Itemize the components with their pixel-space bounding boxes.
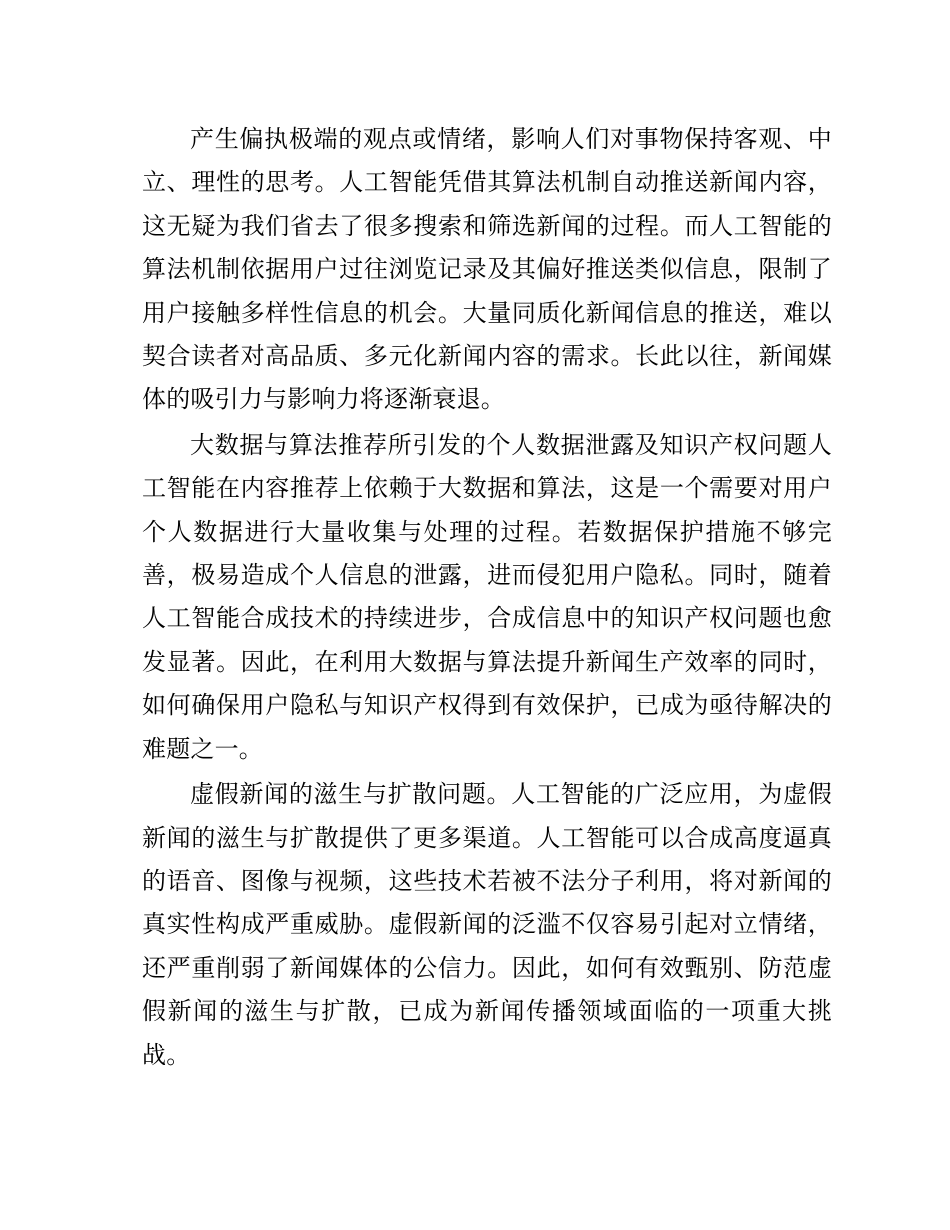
- paragraph-fake-news: 虚假新闻的滋生与扩散问题。人工智能的广泛应用，为虚假新闻的滋生与扩散提供了更多渠道。人工智能可以合成高度逼真的语音、图像与视频，这些技术若被不法分子利用，将对新闻的真实性构成严重威胁。虚假新闻的泛滥不仅容易引起对立情绪，还严重削弱了新闻媒体的公信力。因此，如何有效甄别、防范虚假新闻的滋生与扩散，已成为新闻传播领域面临的一项重大挑战。: [142, 780, 832, 1069]
- document-body: [142, 118, 832, 1079]
- paragraph-privacy-ip: 大数据与算法推荐所引发的个人数据泄露及知识产权问题人工智能在内容推荐上依赖于大数据和算法，这是一个需要对用户个人数据进行大量收集与处理的过程。若数据保护措施不够完善，极易造成个人信息的泄露，进而侵犯用户隐私。同时，随着人工智能合成技术的持续进步，合成信息中的知识产权问题也愈发显著。因此，在利用大数据与算法提升新闻生产效率的同时，如何确保用户隐私与知识产权得到有效保护，已成为亟待解决的难题之一。: [142, 430, 832, 763]
- paragraph-filter-bubble: 产生偏执极端的观点或情绪，影响人们对事物保持客观、中立、理性的思考。人工智能凭借其算法机制自动推送新闻内容，这无疑为我们省去了很多搜索和筛选新闻的过程。而人工智能的算法机制依据用户过往浏览记录及其偏好推送类似信息，限制了用户接触多样性信息的机会。大量同质化新闻信息的推送，难以契合读者对高品质、多元化新闻内容的需求。长此以往，新闻媒体的吸引力与影响力将逐渐衰退。: [142, 125, 832, 414]
